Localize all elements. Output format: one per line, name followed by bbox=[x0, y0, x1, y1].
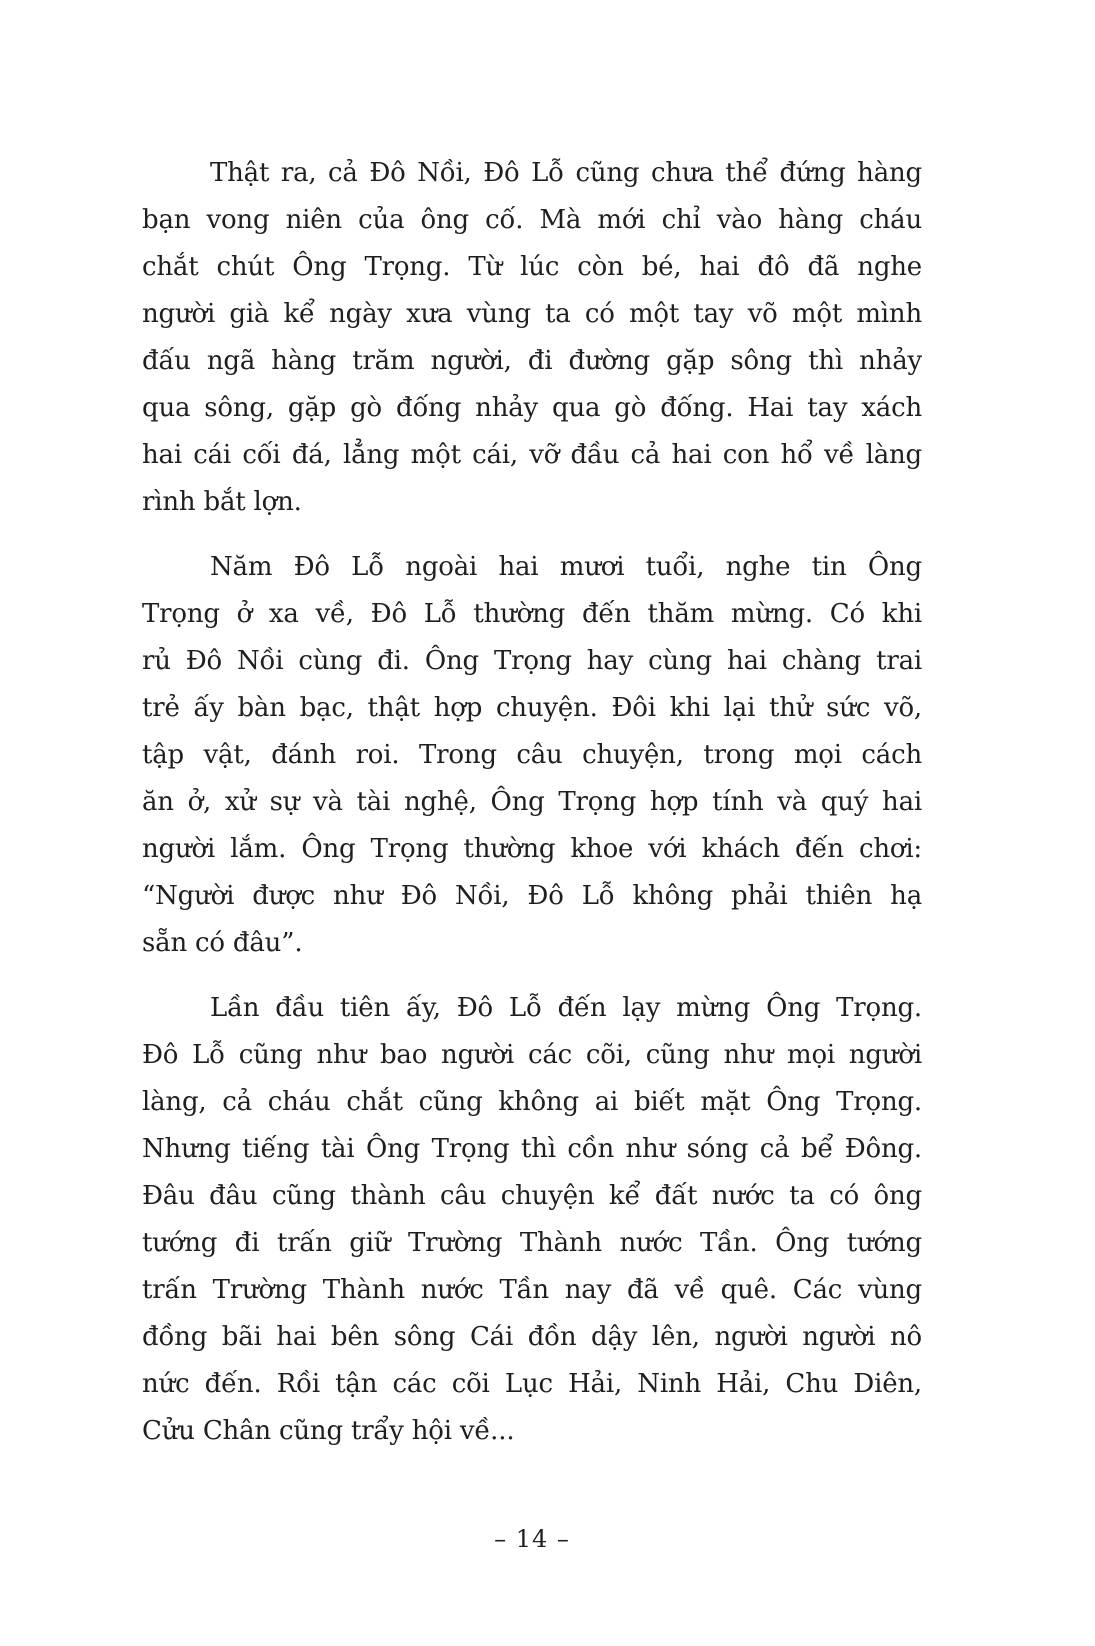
text-line: nức đến. Rồi tận các cõi Lục Hải, Ninh Hải, Chu Diên, bbox=[142, 1369, 922, 1399]
text-line: làng, cả cháu chắt cũng không ai biết mặt Ông Trọng. bbox=[142, 1087, 922, 1117]
text-line: Trọng ở xa về, Đô Lỗ thường đến thăm mừng. Có khi bbox=[142, 599, 922, 629]
text-line: qua sông, gặp gò đống nhảy qua gò đống. Hai tay xách bbox=[142, 393, 922, 423]
text-line: người lắm. Ông Trọng thường khoe với khách đến chơi: bbox=[142, 834, 922, 864]
text-line: Cửu Chân cũng trẩy hội về... bbox=[142, 1416, 515, 1446]
text-line: Lần đầu tiên ấy, Đô Lỗ đến lạy mừng Ông Trọng. bbox=[210, 993, 922, 1023]
text-line: chắt chút Ông Trọng. Từ lúc còn bé, hai đô đã nghe bbox=[142, 252, 922, 282]
text-line: Đô Lỗ cũng như bao người các cõi, cũng như mọi người bbox=[142, 1040, 922, 1070]
text-line: sẵn có đâu”. bbox=[142, 928, 303, 958]
text-line: ăn ở, xử sự và tài nghệ, Ông Trọng hợp tính và quý hai bbox=[142, 787, 922, 817]
text-line: đồng bãi hai bên sông Cái đồn dậy lên, người người nô bbox=[142, 1322, 922, 1352]
paragraph-2 bbox=[142, 544, 922, 967]
text-line: Thật ra, cả Đô Nồi, Đô Lỗ cũng chưa thể đứng hàng bbox=[210, 158, 922, 188]
text-line: người già kể ngày xưa vùng ta có một tay võ một mình bbox=[142, 299, 922, 329]
text-line: rình bắt lợn. bbox=[142, 487, 302, 517]
text-line: hai cái cối đá, lẳng một cái, vỡ đầu cả hai con hổ về làng bbox=[142, 440, 922, 470]
page-number: – 14 – bbox=[494, 1525, 570, 1553]
paragraph-1 bbox=[142, 150, 922, 526]
text-line: rủ Đô Nồi cùng đi. Ông Trọng hay cùng hai chàng trai bbox=[142, 646, 922, 676]
text-line: trẻ ấy bàn bạc, thật hợp chuyện. Đôi khi lại thử sức võ, bbox=[142, 693, 922, 723]
text-line: bạn vong niên của ông cố. Mà mới chỉ vào hàng cháu bbox=[142, 205, 922, 235]
text-line: Nhưng tiếng tài Ông Trọng thì cồn như sóng cả bể Đông. bbox=[142, 1134, 922, 1164]
text-line: tướng đi trấn giữ Trường Thành nước Tần. Ông tướng bbox=[142, 1228, 922, 1258]
text-line: “Người được như Đô Nồi, Đô Lỗ không phải thiên hạ bbox=[142, 881, 922, 911]
text-line: trấn Trường Thành nước Tần nay đã về quê. Các vùng bbox=[142, 1275, 922, 1305]
text-line: Năm Đô Lỗ ngoài hai mươi tuổi, nghe tin Ông bbox=[210, 552, 922, 582]
paragraph-3 bbox=[142, 985, 922, 1455]
text-block bbox=[142, 150, 922, 1455]
text-line: Đâu đâu cũng thành câu chuyện kể đất nước ta có ông bbox=[142, 1181, 922, 1211]
text-line: tập vật, đánh roi. Trong câu chuyện, trong mọi cách bbox=[142, 740, 922, 770]
text-line: đấu ngã hàng trăm người, đi đường gặp sông thì nhảy bbox=[142, 346, 922, 376]
